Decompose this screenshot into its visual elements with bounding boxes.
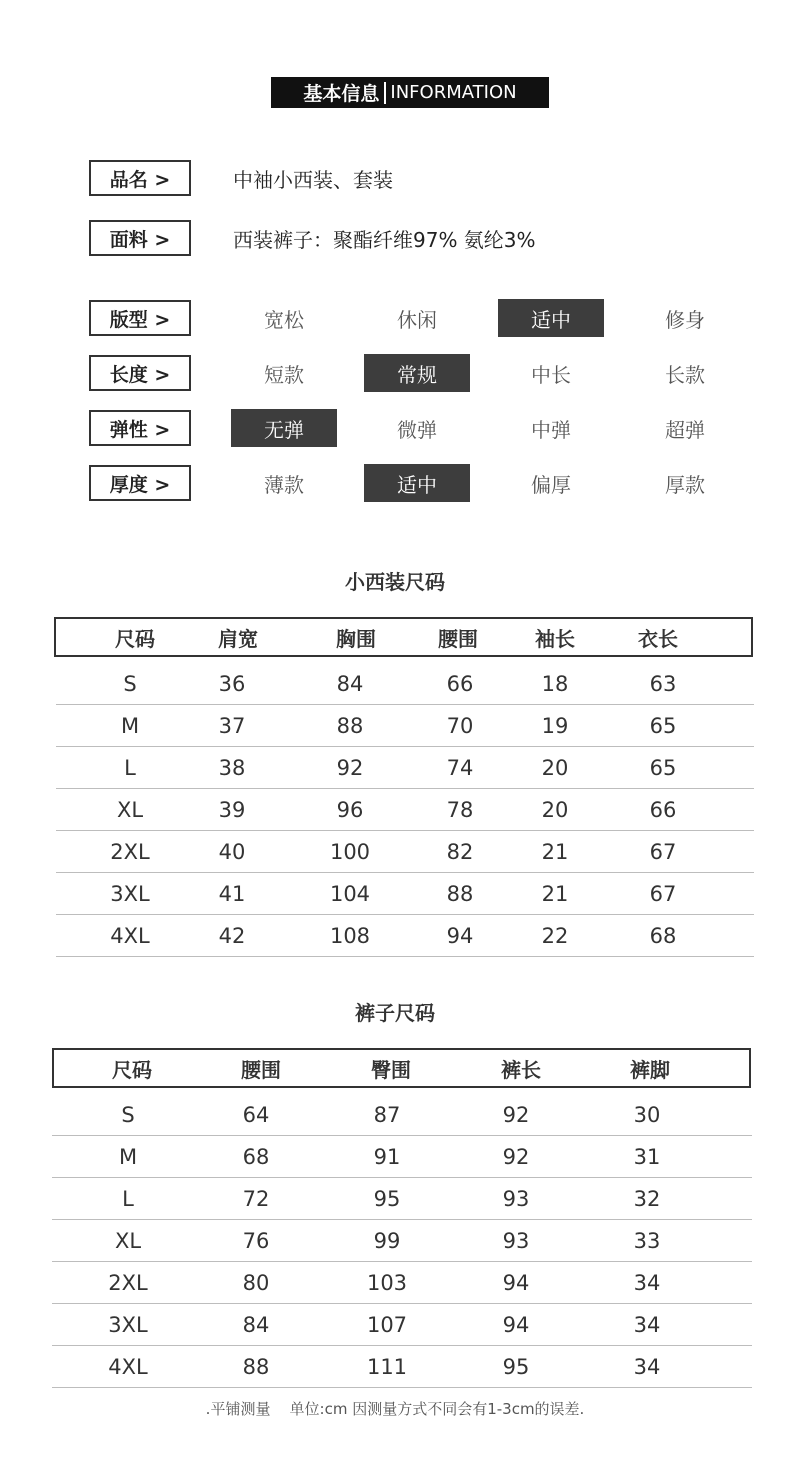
attribute-option-selected: 常规 — [364, 354, 470, 392]
table-row — [52, 1094, 752, 1136]
measurement-note: .平铺测量 单位:cm 因测量方式不同会有1-3cm的误差. — [205, 1400, 585, 1418]
column-header: 腰围 — [438, 626, 478, 651]
column-header: 尺码 — [112, 1057, 152, 1082]
table-cell: 32 — [633, 1186, 661, 1211]
table-cell: XL — [116, 797, 144, 822]
table-cell: 4XL — [110, 923, 150, 948]
table-cell: 95 — [502, 1354, 530, 1379]
table-cell: 39 — [218, 797, 246, 822]
table-cell: 37 — [218, 713, 246, 738]
table-row — [56, 789, 754, 831]
table-cell: 93 — [502, 1186, 530, 1211]
table-row — [52, 1346, 752, 1388]
fabric-label: 面料 > — [89, 220, 191, 256]
table-cell: 64 — [242, 1102, 270, 1127]
table-cell: 100 — [329, 839, 371, 864]
table-cell: 40 — [218, 839, 246, 864]
table-cell: 80 — [242, 1270, 270, 1295]
column-header: 衣长 — [638, 626, 678, 651]
table-cell: 67 — [649, 881, 677, 906]
attribute-option: 宽松 — [264, 307, 304, 332]
table-cell: 82 — [446, 839, 474, 864]
table-row — [56, 915, 754, 957]
table-cell: S — [121, 1102, 135, 1127]
table-cell: 92 — [502, 1102, 530, 1127]
table-cell: 68 — [242, 1144, 270, 1169]
product-name-value: 中袖小西装、套装 — [233, 167, 393, 192]
attribute-option-selected: 适中 — [364, 464, 470, 502]
table-row — [56, 663, 754, 705]
table-row — [56, 705, 754, 747]
column-header: 腰围 — [241, 1057, 281, 1082]
attribute-option: 短款 — [264, 362, 304, 387]
table-cell: 21 — [541, 839, 569, 864]
table-cell: 76 — [242, 1228, 270, 1253]
table-cell: 111 — [366, 1354, 408, 1379]
table-cell: 68 — [649, 923, 677, 948]
column-header: 尺码 — [115, 626, 155, 651]
table-cell: 74 — [446, 755, 474, 780]
table-cell: 36 — [218, 671, 246, 696]
table-cell: 65 — [649, 755, 677, 780]
table-cell: 20 — [541, 755, 569, 780]
header-banner — [271, 77, 549, 108]
attribute-option: 偏厚 — [531, 472, 571, 497]
attribute-option: 厚款 — [665, 472, 705, 497]
table-cell: 91 — [373, 1144, 401, 1169]
table-cell: 4XL — [108, 1354, 148, 1379]
table-cell: 31 — [633, 1144, 661, 1169]
attribute-option: 中长 — [531, 362, 571, 387]
attribute-label: 弹性 > — [89, 410, 191, 446]
fabric-value: 西装裤子：聚酯纤维97% 氨纶3% — [233, 227, 536, 252]
table-cell: 96 — [336, 797, 364, 822]
attribute-option: 微弹 — [397, 417, 437, 442]
table-cell: 65 — [649, 713, 677, 738]
attribute-label: 长度 > — [89, 355, 191, 391]
table-row — [56, 873, 754, 915]
table-row — [52, 1304, 752, 1346]
table-cell: 84 — [242, 1312, 270, 1337]
table-row — [52, 1136, 752, 1178]
attribute-label: 版型 > — [89, 300, 191, 336]
column-header: 裤脚 — [630, 1057, 670, 1082]
column-header: 臀围 — [371, 1057, 411, 1082]
jacket-table-title: 小西装尺码 — [345, 570, 445, 594]
table-cell: 33 — [633, 1228, 661, 1253]
table-cell: 3XL — [108, 1312, 148, 1337]
table-cell: 104 — [329, 881, 371, 906]
attribute-option: 薄款 — [264, 472, 304, 497]
column-header: 肩宽 — [218, 626, 258, 651]
product-name-label: 品名 > — [89, 160, 191, 196]
attribute-option: 中弹 — [531, 417, 571, 442]
table-cell: 103 — [366, 1270, 408, 1295]
table-cell: M — [120, 713, 140, 738]
attribute-label: 厚度 > — [89, 465, 191, 501]
table-cell: 66 — [446, 671, 474, 696]
table-cell: 95 — [373, 1186, 401, 1211]
table-cell: 99 — [373, 1228, 401, 1253]
column-header: 裤长 — [501, 1057, 541, 1082]
attribute-option-selected: 无弹 — [231, 409, 337, 447]
table-row — [56, 747, 754, 789]
table-cell: 2XL — [110, 839, 150, 864]
table-cell: S — [123, 671, 137, 696]
table-row — [52, 1220, 752, 1262]
table-cell: 18 — [541, 671, 569, 696]
table-cell: 94 — [502, 1270, 530, 1295]
table-cell: 22 — [541, 923, 569, 948]
table-cell: 72 — [242, 1186, 270, 1211]
attribute-option: 超弹 — [665, 417, 705, 442]
header-title-en: INFORMATION — [390, 82, 517, 103]
table-cell: 19 — [541, 713, 569, 738]
table-cell: 93 — [502, 1228, 530, 1253]
attribute-option: 修身 — [665, 307, 705, 332]
table-cell: 88 — [446, 881, 474, 906]
table-cell: XL — [114, 1228, 142, 1253]
table-cell: 67 — [649, 839, 677, 864]
pants-table-title: 裤子尺码 — [355, 1001, 435, 1025]
table-cell: 108 — [329, 923, 371, 948]
table-cell: 92 — [502, 1144, 530, 1169]
column-header: 胸围 — [336, 626, 376, 651]
column-header: 袖长 — [535, 626, 575, 651]
table-cell: 92 — [336, 755, 364, 780]
table-cell: 38 — [218, 755, 246, 780]
table-cell: 20 — [541, 797, 569, 822]
table-cell: 94 — [502, 1312, 530, 1337]
header-divider — [384, 82, 386, 104]
table-cell: L — [122, 1186, 134, 1211]
table-cell: M — [118, 1144, 138, 1169]
table-row — [56, 831, 754, 873]
attribute-option-selected: 适中 — [498, 299, 604, 337]
table-cell: 34 — [633, 1270, 661, 1295]
table-cell: 78 — [446, 797, 474, 822]
table-cell: 34 — [633, 1354, 661, 1379]
table-cell: 42 — [218, 923, 246, 948]
table-cell: 63 — [649, 671, 677, 696]
table-cell: 107 — [366, 1312, 408, 1337]
table-cell: L — [124, 755, 136, 780]
table-cell: 88 — [242, 1354, 270, 1379]
table-cell: 2XL — [108, 1270, 148, 1295]
table-cell: 21 — [541, 881, 569, 906]
table-cell: 70 — [446, 713, 474, 738]
attribute-option: 长款 — [665, 362, 705, 387]
table-header — [54, 617, 753, 657]
table-header — [52, 1048, 751, 1088]
table-cell: 88 — [336, 713, 364, 738]
table-cell: 41 — [218, 881, 246, 906]
table-cell: 34 — [633, 1312, 661, 1337]
table-row — [52, 1178, 752, 1220]
table-cell: 87 — [373, 1102, 401, 1127]
table-cell: 3XL — [110, 881, 150, 906]
table-cell: 84 — [336, 671, 364, 696]
table-cell: 30 — [633, 1102, 661, 1127]
table-cell: 66 — [649, 797, 677, 822]
table-cell: 94 — [446, 923, 474, 948]
attribute-option: 休闲 — [397, 307, 437, 332]
header-title-cn: 基本信息 — [303, 83, 380, 105]
table-row — [52, 1262, 752, 1304]
